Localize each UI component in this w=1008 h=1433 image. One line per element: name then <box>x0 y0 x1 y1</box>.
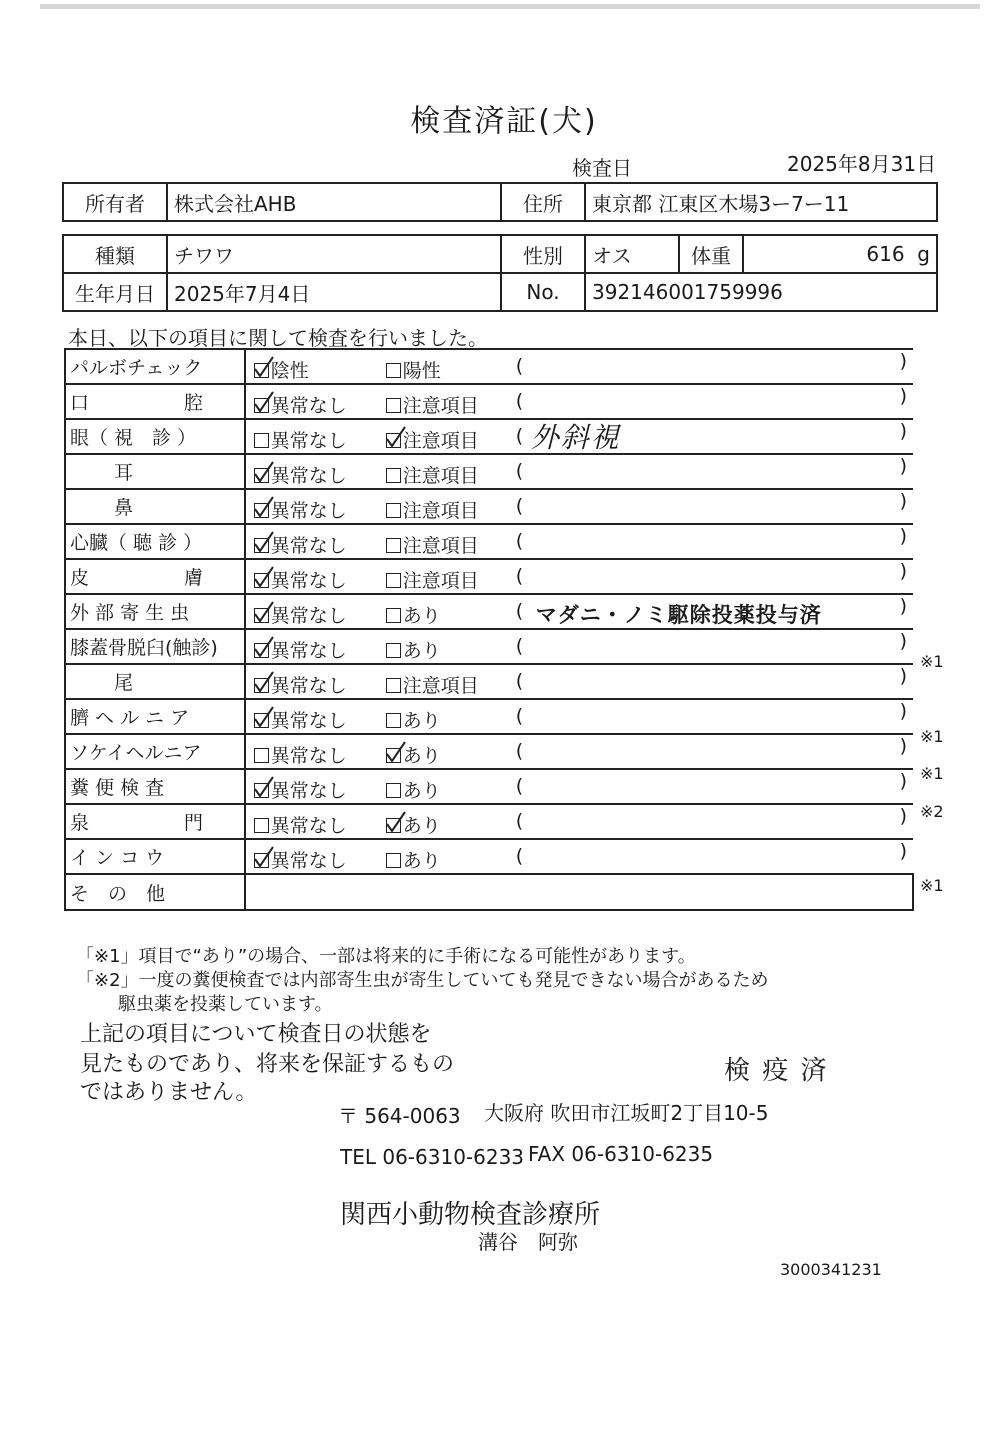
option-attention[interactable] <box>386 391 479 418</box>
item-result-cell <box>245 489 913 524</box>
open-paren: ( <box>515 740 524 762</box>
check-mark-icon <box>385 811 407 833</box>
option-attention[interactable] <box>386 461 479 488</box>
option-normal-label: 異常なし <box>270 605 347 627</box>
table-row <box>65 664 913 699</box>
close-paren: ) <box>899 700 907 722</box>
checkbox[interactable] <box>254 503 269 518</box>
option-normal-label: 異常なし <box>270 640 347 662</box>
option-normal-label: 異常なし <box>270 535 347 557</box>
close-paren: ) <box>899 735 907 757</box>
close-paren: ) <box>899 455 907 477</box>
birth-value: 2025年7月4日 <box>167 273 501 311</box>
close-paren: ) <box>899 595 907 617</box>
option-attention-label: 注意項目 <box>402 675 479 697</box>
open-paren: ( <box>515 355 524 377</box>
checkbox[interactable] <box>254 433 269 448</box>
other-value <box>245 874 913 910</box>
close-paren: ) <box>899 630 907 652</box>
check-mark-icon <box>253 776 275 798</box>
item-result-cell <box>245 384 913 419</box>
weight-cell <box>743 235 937 273</box>
checkbox[interactable] <box>254 713 269 728</box>
option-normal[interactable] <box>254 671 347 698</box>
checkbox[interactable] <box>386 608 401 623</box>
item-category: パルボチェック <box>65 349 245 384</box>
item-category: 尾 <box>65 664 245 699</box>
clinic-address: 大阪府 吹田市江坂町2丁目10-5 <box>484 1101 769 1125</box>
item-result-cell <box>245 734 913 769</box>
disclaimer-2: 見たものであり、将来を保証するもの <box>80 1052 455 1077</box>
option-attention[interactable] <box>386 741 441 768</box>
checkbox[interactable] <box>254 678 269 693</box>
option-normal-label: 異常なし <box>270 815 347 837</box>
item-result-cell <box>245 664 913 699</box>
table-row <box>65 524 913 559</box>
option-normal[interactable] <box>254 356 309 383</box>
remark-text: マダニ・ノミ駆除投薬投与済 <box>535 603 822 627</box>
check-mark-icon <box>253 531 275 553</box>
inspection-items-table <box>64 348 914 911</box>
option-attention-label: 注意項目 <box>402 465 479 487</box>
check-mark-icon <box>385 741 407 763</box>
option-normal-label: 異常なし <box>270 465 347 487</box>
sex-label: 性別 <box>501 235 585 273</box>
table-row <box>65 384 913 419</box>
item-result-cell <box>245 804 913 839</box>
footnote-ref-mark: ※2 <box>920 801 944 821</box>
footnote-1: 「※1」項目で“あり”の場合、一部は将来的に手術になる可能性があります。 <box>76 946 696 967</box>
item-result-cell <box>245 594 913 629</box>
item-category: 膝蓋骨脱臼(触診) <box>65 629 245 664</box>
owner-label: 所有者 <box>63 183 167 221</box>
checkbox[interactable] <box>386 468 401 483</box>
check-mark-icon <box>253 846 275 868</box>
option-attention[interactable] <box>386 846 441 873</box>
sex-value: オス <box>585 235 679 273</box>
check-mark-icon <box>253 671 275 693</box>
animal-table <box>62 234 938 312</box>
close-paren: ) <box>899 350 907 372</box>
option-attention[interactable] <box>386 496 479 523</box>
open-paren: ( <box>515 635 524 657</box>
table-row <box>65 734 913 769</box>
option-normal-label: 異常なし <box>270 780 347 802</box>
option-normal[interactable] <box>254 846 347 873</box>
close-paren: ) <box>899 770 907 792</box>
option-attention[interactable] <box>386 601 441 628</box>
table-row <box>65 629 913 664</box>
kind-value: チワワ <box>167 235 501 273</box>
option-normal-label: 陰性 <box>270 360 309 382</box>
footnote-ref-mark: ※1 <box>920 764 944 784</box>
checkbox[interactable] <box>386 643 401 658</box>
checkbox[interactable] <box>386 538 401 553</box>
option-normal[interactable] <box>254 391 347 418</box>
checkbox[interactable] <box>254 573 269 588</box>
checkbox[interactable] <box>386 748 401 763</box>
option-attention[interactable] <box>386 636 441 663</box>
checkbox[interactable] <box>386 783 401 798</box>
option-attention-label: 注意項目 <box>402 570 479 592</box>
open-paren: ( <box>515 670 524 692</box>
owner-table <box>62 182 938 222</box>
kind-label: 種類 <box>63 235 167 273</box>
option-normal[interactable] <box>254 776 347 803</box>
open-paren: ( <box>515 565 524 587</box>
option-attention-label: 注意項目 <box>402 430 479 452</box>
option-normal[interactable] <box>254 811 347 838</box>
close-paren: ) <box>899 665 907 687</box>
option-attention[interactable] <box>386 671 479 698</box>
item-result-cell <box>245 419 913 454</box>
option-normal-label: 異常なし <box>270 745 347 767</box>
clinic-tel: TEL 06-6310-6233 <box>340 1145 525 1169</box>
intro-text: 本日、以下の項目に関して検査を行いました。 <box>68 326 488 350</box>
table-row <box>65 349 913 384</box>
table-row <box>65 419 913 454</box>
checkbox[interactable] <box>386 503 401 518</box>
item-category: 耳 <box>65 454 245 489</box>
birth-label: 生年月日 <box>63 273 167 311</box>
option-normal[interactable] <box>254 566 347 593</box>
item-category: 糞 便 検 査 <box>65 769 245 804</box>
option-attention[interactable] <box>386 426 479 453</box>
owner-value: 株式会社AHB <box>167 183 501 221</box>
footnote-ref-mark: ※1 <box>920 727 944 746</box>
checkbox[interactable] <box>254 398 269 413</box>
option-normal[interactable] <box>254 636 347 663</box>
scan-edge-line <box>40 4 980 9</box>
checkbox[interactable] <box>386 678 401 693</box>
option-normal-label: 異常なし <box>270 395 347 417</box>
option-attention-label: 注意項目 <box>402 395 479 417</box>
no-value: 392146001759996 <box>585 273 937 311</box>
table-row <box>65 559 913 594</box>
option-normal-label: 異常なし <box>270 430 347 452</box>
option-normal-label: 異常なし <box>270 710 347 732</box>
checkbox[interactable] <box>386 853 401 868</box>
address-label: 住所 <box>501 183 585 221</box>
serial-number: 3000341231 <box>780 1260 882 1279</box>
disclaimer-3: ではありません。 <box>80 1080 258 1105</box>
check-mark-icon <box>253 391 275 413</box>
option-attention-label: 陽性 <box>402 360 441 382</box>
item-result-cell <box>245 349 913 384</box>
checkbox[interactable] <box>254 748 269 763</box>
weight-label: 体重 <box>679 235 743 273</box>
item-category: 皮 膚 <box>65 559 245 594</box>
inspection-date-label: 検査日 <box>572 156 632 180</box>
open-paren: ( <box>515 775 524 797</box>
close-paren: ) <box>899 560 907 582</box>
option-normal-label: 異常なし <box>270 500 347 522</box>
item-result-cell <box>245 629 913 664</box>
option-normal[interactable] <box>254 426 347 453</box>
option-normal[interactable] <box>254 461 347 488</box>
item-result-cell <box>245 454 913 489</box>
option-attention-label: あり <box>402 815 441 837</box>
check-mark-icon <box>253 356 275 378</box>
checkbox[interactable] <box>254 608 269 623</box>
checkbox[interactable] <box>254 538 269 553</box>
close-paren: ) <box>899 525 907 547</box>
handwritten-remark: 外斜視 <box>530 421 621 454</box>
option-normal[interactable] <box>254 706 347 733</box>
open-paren: ( <box>515 810 524 832</box>
item-category: 鼻 <box>65 489 245 524</box>
option-attention[interactable] <box>386 566 479 593</box>
option-attention[interactable] <box>386 356 441 383</box>
table-row <box>65 454 913 489</box>
item-category: イ ン コ ウ <box>65 839 245 874</box>
table-row <box>65 804 913 839</box>
footnote-ref-mark: ※1 <box>920 652 944 672</box>
option-attention-label: あり <box>402 710 441 732</box>
inspection-date: 2025年8月31日 <box>787 152 937 176</box>
check-mark-icon <box>253 496 275 518</box>
option-attention[interactable] <box>386 811 441 838</box>
table-row <box>65 489 913 524</box>
close-paren: ) <box>899 490 907 512</box>
item-result-cell <box>245 524 913 559</box>
item-category: 泉 門 <box>65 804 245 839</box>
check-mark-icon <box>253 601 275 623</box>
item-result-cell <box>245 839 913 874</box>
table-row <box>65 699 913 734</box>
close-paren: ) <box>899 420 907 442</box>
option-attention[interactable] <box>386 531 479 558</box>
option-normal-label: 異常なし <box>270 850 347 872</box>
weight-value: 616 <box>866 242 905 266</box>
checkbox[interactable] <box>386 398 401 413</box>
open-paren: ( <box>515 495 524 517</box>
close-paren: ) <box>899 805 907 827</box>
item-result-cell <box>245 559 913 594</box>
checkbox[interactable] <box>254 363 269 378</box>
checkbox[interactable] <box>254 853 269 868</box>
footnote-2a: 「※2」一度の糞便検査では内部寄生虫が寄生していても発見できない場合があるため <box>76 970 769 991</box>
option-attention-label: 注意項目 <box>402 500 479 522</box>
close-paren: ) <box>899 840 907 862</box>
checkbox[interactable] <box>386 713 401 728</box>
open-paren: ( <box>515 460 524 482</box>
footnote-2b: 駆虫薬を投薬しています。 <box>118 994 333 1015</box>
postal-code: 〒 564-0063 <box>338 1104 461 1128</box>
no-label: No. <box>501 273 585 311</box>
item-category: ソケイヘルニア <box>65 734 245 769</box>
check-mark-icon <box>253 636 275 658</box>
item-result-cell <box>245 769 913 804</box>
open-paren: ( <box>515 390 524 412</box>
open-paren: ( <box>515 705 524 727</box>
check-mark-icon <box>253 461 275 483</box>
item-result-cell <box>245 699 913 734</box>
quarantine-stamp: 検 疫 済 <box>724 1056 829 1086</box>
open-paren: ( <box>515 845 524 867</box>
checkbox[interactable] <box>386 363 401 378</box>
option-attention-label: あり <box>402 605 441 627</box>
option-normal-label: 異常なし <box>270 675 347 697</box>
option-normal[interactable] <box>254 531 347 558</box>
item-category: 外 部 寄 生 虫 <box>65 594 245 629</box>
item-category: 口 腔 <box>65 384 245 419</box>
clinic-fax: FAX 06-6310-6235 <box>528 1142 714 1166</box>
checkbox[interactable] <box>386 818 401 833</box>
item-category: 心臓（ 聴 診 ） <box>65 524 245 559</box>
option-normal[interactable] <box>254 496 347 523</box>
table-row <box>65 839 913 874</box>
option-attention-label: あり <box>402 780 441 802</box>
checkbox[interactable] <box>386 573 401 588</box>
open-paren: ( <box>515 600 524 622</box>
item-category: 眼（ 視 診 ） <box>65 419 245 454</box>
footnote-ref-mark: ※1 <box>920 876 944 896</box>
doctor-name: 溝谷 阿弥 <box>478 1230 578 1254</box>
option-attention-label: あり <box>402 745 441 767</box>
disclaimer-1: 上記の項目について検査日の状態を <box>80 1022 432 1047</box>
open-paren: ( <box>515 425 524 447</box>
option-attention-label: 注意項目 <box>402 535 479 557</box>
option-normal[interactable] <box>254 601 347 628</box>
option-attention-label: あり <box>402 640 441 662</box>
checkbox[interactable] <box>386 433 401 448</box>
weight-unit: g <box>917 242 930 266</box>
other-label: そ の 他 <box>65 874 245 910</box>
option-normal-label: 異常なし <box>270 570 347 592</box>
checkbox[interactable] <box>254 818 269 833</box>
check-mark-icon <box>253 566 275 588</box>
address-value: 東京都 江東区木場3ー7ー11 <box>585 183 937 221</box>
open-paren: ( <box>515 530 524 552</box>
checkbox[interactable] <box>254 643 269 658</box>
option-attention[interactable] <box>386 776 441 803</box>
clinic-name: 関西小動物検査診療所 <box>340 1200 601 1230</box>
item-category: 臍 ヘ ル ニ ア <box>65 699 245 734</box>
close-paren: ) <box>899 385 907 407</box>
option-normal[interactable] <box>254 741 347 768</box>
table-row <box>65 769 913 804</box>
table-row <box>65 594 913 629</box>
document-title: 検査済証(犬) <box>410 104 598 139</box>
check-mark-icon <box>253 706 275 728</box>
check-mark-icon <box>385 426 407 448</box>
option-attention[interactable] <box>386 706 441 733</box>
checkbox[interactable] <box>254 783 269 798</box>
checkbox[interactable] <box>254 468 269 483</box>
option-attention-label: あり <box>402 850 441 872</box>
